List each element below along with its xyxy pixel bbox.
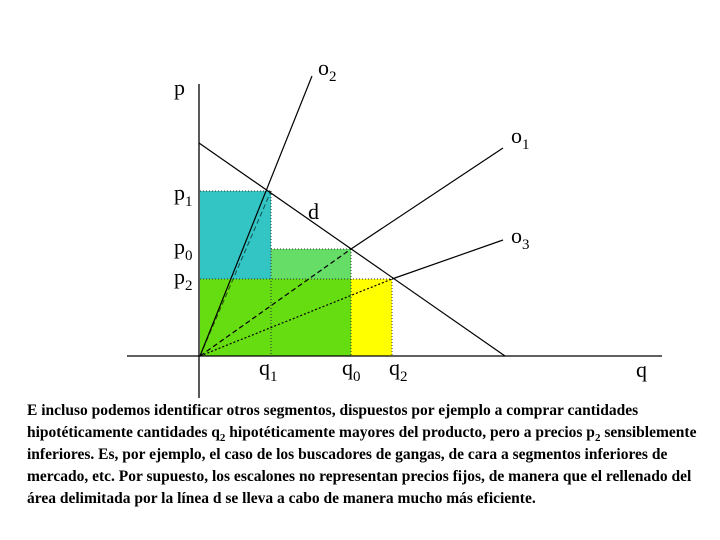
q-axis-label: q — [636, 357, 647, 382]
demand-label: d — [308, 199, 319, 224]
lower-band — [200, 279, 351, 356]
p1-label: $p_1$ — [174, 180, 193, 210]
q0-label: $q_0$ — [342, 355, 361, 385]
p-axis-label: p — [174, 75, 185, 100]
q1-label: $q_1$ — [259, 355, 278, 385]
o1-label: $o_1$ — [511, 123, 530, 153]
q2-label: $q_2$ — [389, 355, 408, 385]
caption-text: E incluso podemos identificar otros segmentos, dispuestos por ejemplo a comprar cantidades hipotéticamente cantidades $q_2$ hipotéticamente mayores del producto, pero a precios $p_2$ sensiblemente inferiores. Es, por ejemplo, el caso de los buscadores de gangas, de cara a segmentos inferiores de mercado, etc. Por supuesto, los escalones no representan precios fijos, de manera que el rellenado del área delimitada por la línea d se lleva a cabo de manera mucho más eficiente. — [27, 402, 697, 507]
p2-label: $p_2$ — [174, 264, 193, 294]
green-block-p0 — [271, 249, 351, 279]
o2-label: $o_2$ — [318, 55, 337, 85]
offer-line-o3 — [392, 240, 503, 279]
yellow-block-p2 — [351, 279, 392, 356]
p0-label: $p_0$ — [174, 234, 193, 264]
o3-label: $o_3$ — [511, 223, 530, 253]
offer-line-o1 — [351, 148, 503, 249]
